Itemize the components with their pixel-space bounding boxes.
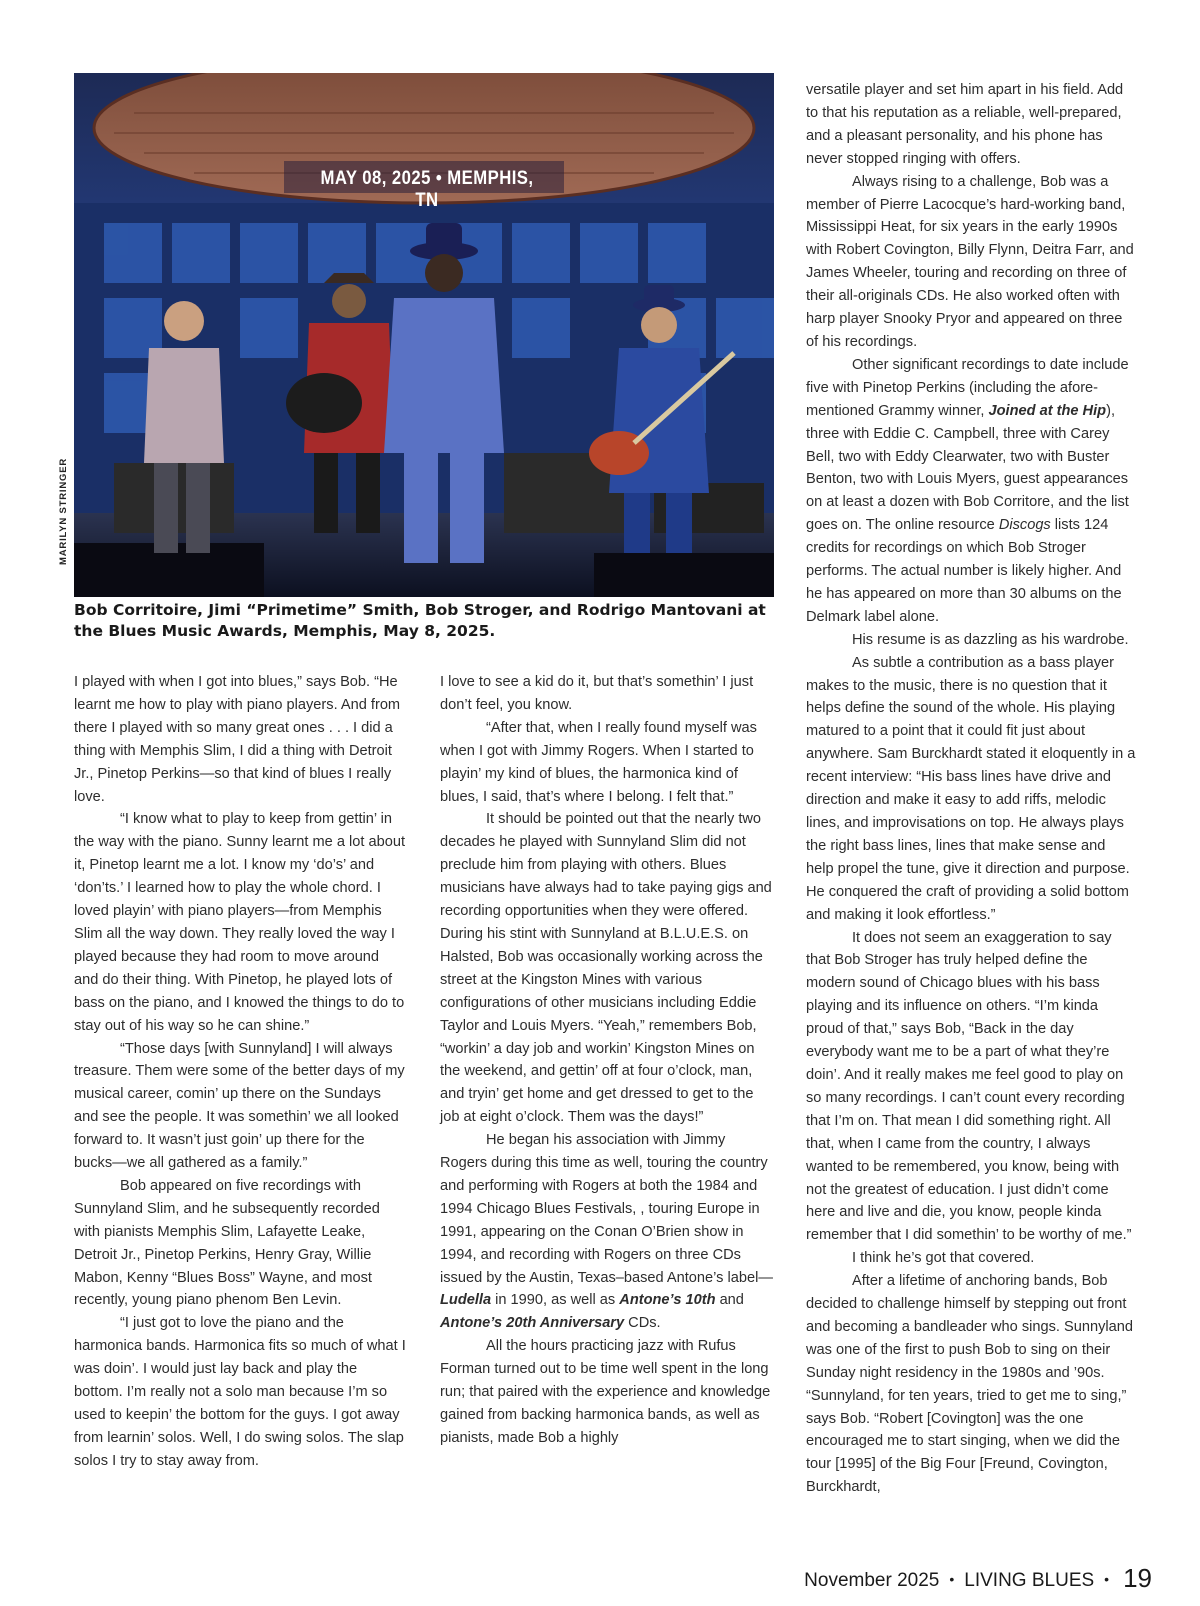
paragraph-text: He began his association with Jimmy Rogers during this time as well, touring the country and performing with Rogers at both the 1984 and 1994 Chicago Blues Festivals, , touring Europe in 1991, appearing on the Conan O’Brien show in 1994, and recording with Rogers on three CDs issued by the Austin, Texas–based Antone’s label— [440, 1132, 773, 1286]
paragraph: “I just got to love the piano and the harmonica bands. Harmonica fits so much of what I was doin’. I would just lay back and play the bottom. I’m really not a solo man because I’m so used to keepin’ the bottom for the guys. I got away from learnin’ solos. Well, I do swing solos. The slap solos I try to stay away from. [74, 1315, 406, 1469]
album-title: Joined at the Hip [988, 402, 1107, 419]
issue-date: November 2025 [804, 1570, 940, 1591]
paragraph [440, 1129, 774, 1335]
bullet-separator: • [1104, 1571, 1110, 1587]
paragraph: “Those days [with Sunnyland] I will always treasure. Them were some of the better days of my musical career, comin’ up there on the Sundays and see the people. It was somethin’ we all looked forward to. It wasn’t just goin’ up there for the bucks—we all gathered as a family.” [74, 1040, 405, 1172]
magazine-name: LIVING BLUES [964, 1570, 1095, 1591]
article-column-2 [440, 671, 774, 1450]
paragraph: versatile player and set him apart in his field. Add to that his reputation as a reliable, well-prepared, and a pleasant personality, and his phone has never stopped ringing with offers. [806, 82, 1124, 167]
page-number: 19 [1123, 1563, 1152, 1593]
paragraph-text: ), three with Eddie C. Campbell, three with Carey Bell, two with Eddy Clearwater, two with Buster Benton, two with Louis Myers, guest appearances on at least a dozen with Bob Corritore, and the list goes on. The online resource [806, 402, 1129, 534]
resource-name: Discogs [998, 517, 1051, 534]
album-title: Antone’s 20th Anniversary [440, 1315, 625, 1332]
paragraph: His resume is as dazzling as his wardrobe. [852, 631, 1129, 648]
paragraph: It does not seem an exaggeration to say that Bob Stroger has truly helped define the modern sound of Chicago blues with his bass playing and its influence on others. “I’m kinda proud of that,” says Bob, “Back in the day everybody want me to be a part of what they’re doin’. And it really makes me feel good to play on so many recordings. I can’t count every recording that I’m on. That mean I did something right. All that, when I came from the country, I always wanted to be remembered, you know, being with not the greatest of education. I just didn’t come here and live and die, you know, people kinda remember that I did somethin’ to be worthy of me.” [806, 929, 1132, 1244]
stage-photo-illustration [74, 73, 774, 597]
photo-caption: Bob Corritoire, Jimi “Primetime” Smith, Bob Stroger, and Rodrigo Mantovani at the Blues Music Awards, Memphis, May 8, 2025. [74, 601, 766, 640]
paragraph-text: in 1990, as well as [491, 1292, 620, 1309]
paragraph: It should be pointed out that the nearly two decades he played with Sunnyland Slim did not preclude him from playing with others. Blues musicians have always had to take paying gigs and recording opportunities when they were offered. During his stint with Sunnyland at B.L.U.E.S. on Halsted, Bob was occasionally working across the street at the Kingston Mines with various configurations of other musicians including Eddie Taylor and Louis Myers. “Yeah,” remembers Bob, “workin’ a day job and workin’ Kingston Mines on the weekend, and gettin’ off at four o’clock, man, and tryin’ get home and get dressed to get to the job at eight o’clock. Them was the days!” [440, 811, 772, 1126]
page-footer [804, 1563, 1152, 1594]
paragraph-text: and [715, 1292, 744, 1309]
paragraph: Always rising to a challenge, Bob was a member of Pierre Lacocque’s hard-working band, Mississippi Heat, for six years in the early 1990s with Robert Covington, Billy Flynn, Deitra Farr, and James Wheeler, touring and recording on three of their all-originals CDs. He also worked often with harp player Snooky Pryor and appeared on three of his recordings. [806, 173, 1134, 350]
paragraph: “I know what to play to keep from gettin’ in the way with the piano. Sunny learnt me a lot about it, Pinetop learnt me a lot. I know my ‘do’s’ and ‘don’ts.’ I learned how to play the whole chord. I loved playin’ with piano players—from Memphis Slim all the way down. They really loved the way I played because they had room to move around and do their thing. With Pinetop, he played lots of bass on the piano, and I knowed the things to do to stay out of his way so he can shine.” [74, 811, 405, 1034]
paragraph: I love to see a kid do it, but that’s somethin’ I just don’t feel, you know. [440, 674, 754, 713]
article-column-1 [74, 671, 406, 1473]
paragraph: I played with when I got into blues,” says Bob. “He learnt me how to play with piano players. And from there I played with so many great ones . . . I did a thing with Memphis Slim, I did a thing with Detroit Jr., Pinetop Perkins—so that kind of blues I really love. [74, 674, 401, 805]
paragraph [806, 354, 1136, 629]
album-title: Ludella [440, 1292, 492, 1309]
paragraph: As subtle a contribution as a bass player makes to the music, there is no question that it helps define the sound of the whole. His playing matured to a point that it could fit just about anywhere. Sam Burckhardt stated it eloquently in a recent interview: “His bass lines have drive and direction and make it easy to add riffs, melodic lines, and improvisations on top. He always plays the right bass lines, lines that make sense and help propel the tune, give it direction and purpose. He conquered the craft of providing a solid bottom and making it look effortless.” [806, 654, 1136, 923]
album-title: Antone’s 10th [619, 1292, 716, 1309]
article-column-3 [806, 79, 1136, 1499]
paragraph: Bob appeared on five recordings with Sunnyland Slim, and he subsequently recorded with pianists Memphis Slim, Lafayette Leake, Detroit Jr., Pinetop Perkins, Henry Gray, Willie Mabon, Kenny “Blues Boss” Wayne, and most recently, young piano phenom Ben Levin. [74, 1177, 380, 1309]
paragraph: All the hours practicing jazz with Rufus Forman turned out to be time well spent in the long run; that paired with the experience and knowledge gained from backing harmonica bands, as well as pianists, made Bob a highly [440, 1338, 771, 1446]
event-banner-text: MAY 08, 2025 • MEMPHIS, TN [320, 168, 534, 211]
paragraph-text: lists 124 credits for recordings on which Bob Stroger performs. The actual number is likely higher. And he has appeared on more than 30 albums on the Delmark label alone. [806, 517, 1122, 625]
photo-credit-text: MARILYN STRINGER [58, 458, 69, 565]
paragraph-text: CDs. [624, 1315, 661, 1332]
paragraph: After a lifetime of anchoring bands, Bob decided to challenge himself by stepping out front and becoming a bandleader who sings. Sunnyland was one of the first to push Bob to sing on their Sunday night residency in the 1980s and ’90s. “Sunnyland, for ten years, tried to get me to sing,” says Bob. “Robert [Covington] was the one encouraged me to start singing, when we did the tour [1995] of the Big Four [Freund, Covington, Burckhardt, [806, 1273, 1133, 1496]
bullet-separator: • [949, 1571, 955, 1587]
paragraph: “After that, when I really found myself was when I got with Jimmy Rogers. When I started to playin’ my kind of blues, the harmonica kind of blues, I said, that’s where I belong. I felt that.” [440, 719, 757, 805]
paragraph-text: Other significant recordings to date include five with Pinetop Perkins (including the afore-mentioned Grammy winner, [806, 356, 1129, 419]
paragraph: I think he’s got that covered. [852, 1250, 1035, 1267]
stage-photo [74, 73, 774, 597]
photo-credit [58, 458, 74, 598]
